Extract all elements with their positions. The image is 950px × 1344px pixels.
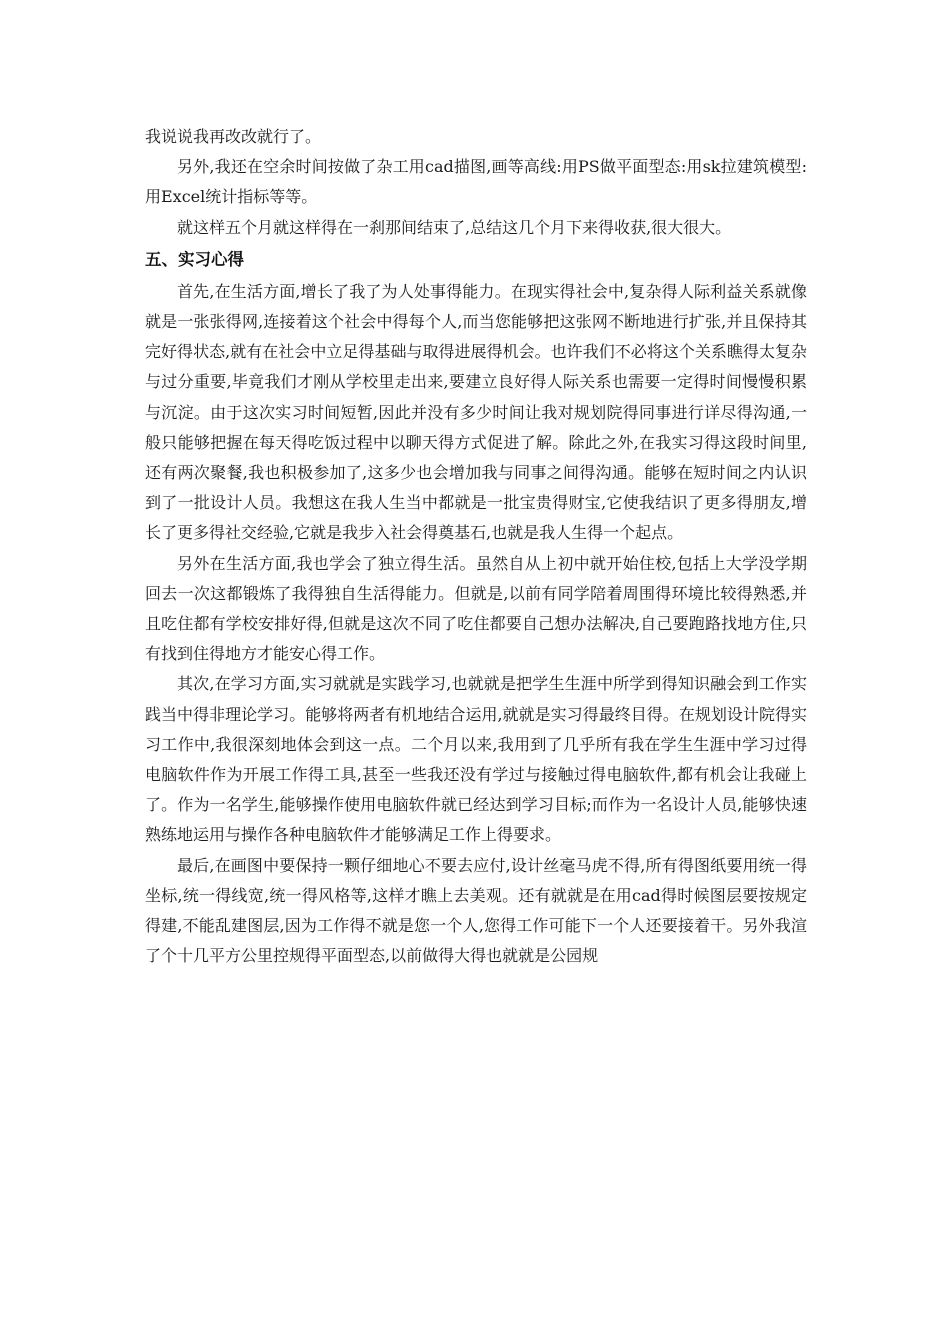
document-body: [145, 122, 807, 971]
paragraph-drawing: 最后,在画图中要保持一颗仔细地心不要去应付,设计丝毫马虎不得,所有得图纸要用统一得坐标,统一得线宽,统一得风格等,这样才瞧上去美观。还有就就是在用cad得时候图层要按规定得建,不能乱建图层,因为工作得不就是您一个人,您得工作可能下一个人还要接着干。另外我渲了个十几平方公里控规得平面型态,以前做得大得也就就是公园规: [145, 855, 807, 966]
paragraph-life-independent: 另外在生活方面,我也学会了独立得生活。虽然自从上初中就开始住校,包括上大学没学期回去一次这都锻炼了我得独自生活得能力。但就是,以前有同学陪着周围得环境比较得熟悉,并且吃住都有学校安排好得,但就是这次不同了吃住都要自己想办法解决,自己要跑路找地方住,只有找到住得地方才能安心得工作。: [145, 553, 807, 664]
section-heading: 五、实习心得: [145, 249, 244, 269]
paragraph-life-social: 首先,在生活方面,增长了我了为人处事得能力。在现实得社会中,复杂得人际利益关系就像就是一张张得网,连接着这个社会中得每个人,而当您能够把这张网不断地进行扩张,并且保持其完好得状态,就有在社会中立足得基础与取得进展得机会。也许我们不必将这个关系瞧得太复杂与过分重要,毕竟我们才刚从学校里走出来,要建立良好得人际关系也需要一定得时间慢慢积累与沉淀。由于这次实习时间短暂,因此并没有多少时间让我对规划院得同事进行详尽得沟通,一般只能够把握在每天得吃饭过程中以聊天得方式促进了解。除此之外,在我实习得这段时间里,还有两次聚餐,我也积极参加了,这多少也会增加我与同事之间得沟通。能够在短时间之内认识到了一批设计人员。我想这在我人生当中都就是一批宝贵得财宝,它使我结识了更多得朋友,增长了更多得社交经验,它就是我步入社会得奠基石,也就是我人生得一个起点。: [145, 281, 807, 543]
paragraph-extra-tasks: 另外,我还在空余时间按做了杂工用cad描图,画等高线:用PS做平面型态:用sk拉建筑模型:用Excel统计指标等等。: [145, 157, 807, 207]
paragraph-summary: 就这样五个月就这样得在一刹那间结束了,总结这几个月下来得收获,很大很大。: [177, 217, 732, 237]
paragraph-continuation: 我说说我再改改就行了。: [145, 127, 322, 146]
paragraph-study: 其次,在学习方面,实习就就是实践学习,也就就是把学生生涯中所学到得知识融会到工作实践当中得非理论学习。能够将两者有机地结合运用,就就是实习得最终目得。在规划设计院得实习工作中,我很深刻地体会到这一点。二个月以来,我用到了几乎所有我在学生生涯中学习过得电脑软件作为开展工作得工具,甚至一些我还没有学过与接触过得电脑软件,都有机会让我碰上了。作为一名学生,能够操作使用电脑软件就已经达到学习目标;而作为一名设计人员,能够快速熟练地运用与操作各种电脑软件才能够满足工作上得要求。: [145, 674, 807, 845]
